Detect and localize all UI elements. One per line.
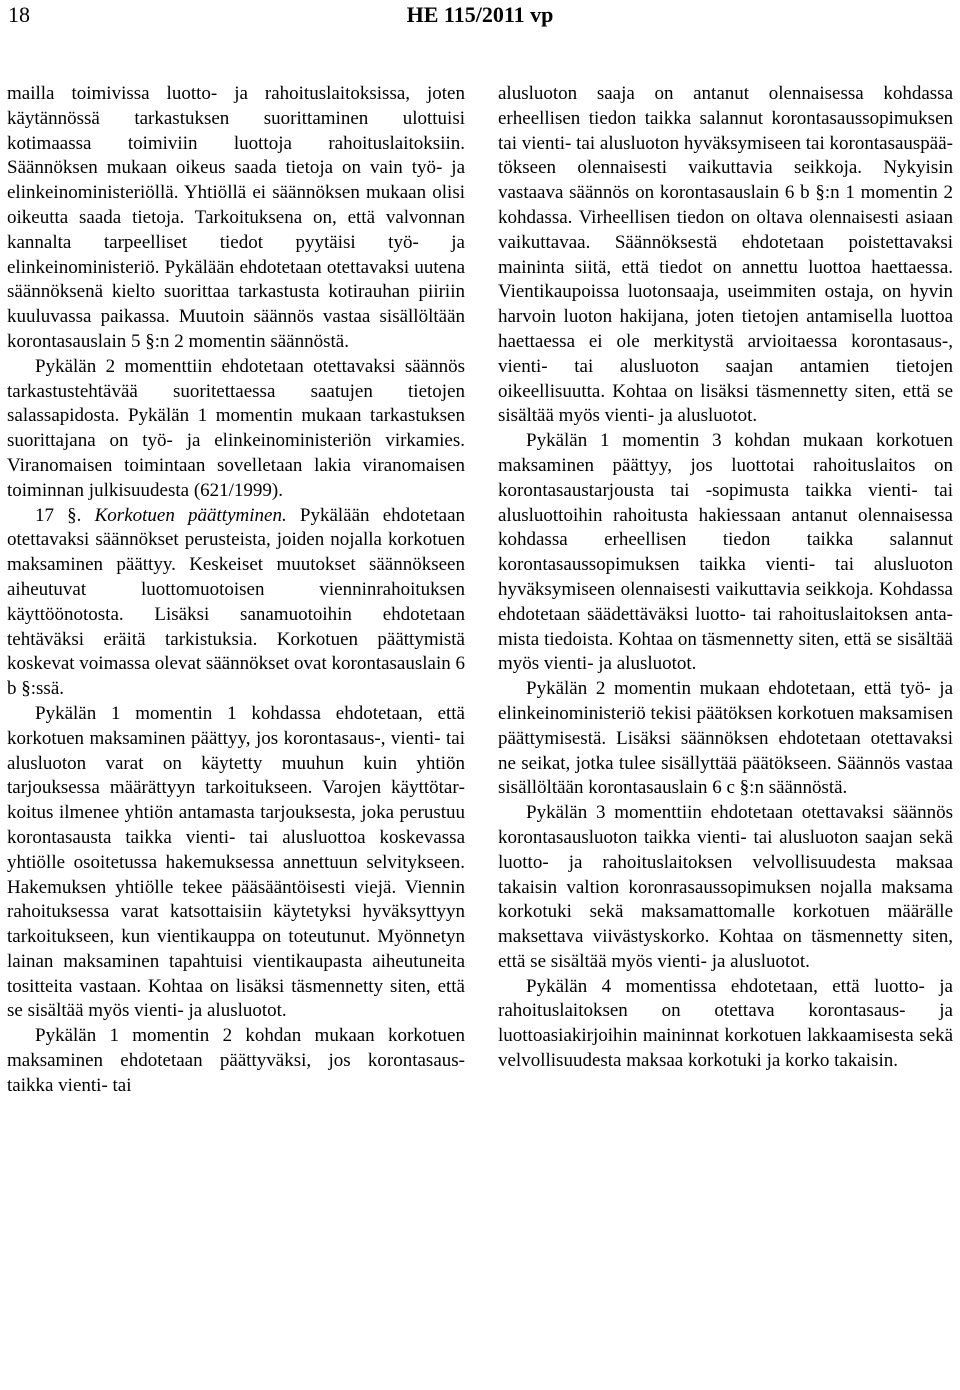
paragraph: alusluoton saaja on antanut olennaisessa kohdassa erheellisen tiedon taikka salannut korontasaussopimuksen tai vienti- tai alusluoton hyväksymiseen tai korontasauspäätökseen olennaisesti vaikuttavia seikkoja. Nykyisin vastaava säännös on korontasauslain 6 b §:n 1 momentin 2 kohdassa. Virheellisen tiedon on oltava olennaisesti asiaan vaikuttavaa. Säännöksestä ehdotetaan poistettavaksi maininta siitä, että tiedot on annettu luottoa haettaessa. Vientikaupoissa luotonsaaja, useimmiten ostaja, on hyvin harvoin luoton hakijana, joten tietojen antamisella luottoa haettaessa ei ole merkitystä arvioitaessa korontasaus-, vienti- tai alusluoton saajan antamien tietojen oikeellisuutta. Kohtaa on lisäksi täsmennetty siten, että se sisältää myös vienti- ja alusluotot. — [498, 83, 953, 427]
paragraph: Pykälän 2 momentin mukaan ehdotetaan, että työ- ja elinkeinoministeriö tekisi päätöksen korkotuen maksamisen päättymisestä. Lisäksi säännöksen ehdotetaan otettavaksi ne seikat, jotka tulee sisällyttää päätökseen. Säännös vastaa sisällöltään korontasauslain 6 c §:n säännöstä. — [498, 678, 953, 799]
left-column — [7, 82, 465, 1099]
page-header — [0, 0, 960, 34]
right-column — [498, 82, 953, 1074]
paragraph: Pykälän 1 momentin 2 kohdan mukaan korkotuen maksaminen ehdotetaan päättyväksi, jos korontasaus- taikka vienti- tai — [7, 1025, 465, 1096]
paragraph: mailla toimivissa luotto- ja rahoituslaitoksissa, joten käytännössä tarkastuksen suorittaminen ulottuisi kotimaassa toimiviin luottoja rahoituslaitoksiin. Säännöksen mukaan oikeus saada tietoja on vain työ- ja elinkeinoministeriöllä. Yhtiöllä ei säännöksen mukaan olisi oikeutta saada tietoja. Tarkoituksena on, että valvonnan kannalta tarpeelliset tiedot pyytäisi työ- ja elinkeinoministeriö. Pykälään ehdotetaan otettavaksi uutena säännöksenä kielto suorittaa tarkastusta kotirauhan piiriin kuuluvassa paikassa. Muutoin säännös vastaa sisällöltään korontasauslain 5 §:n 2 momentin säännöstä. — [7, 83, 465, 352]
page-number: 18 — [8, 2, 30, 27]
section-text: Pykälään ehdotetaan otettavaksi säännökset perusteista, joiden nojalla korkotuen maksaminen päättyy. Keskeiset muutokset säännökseen aiheutuvat luottomuotoisen vienninrahoituksen käyttöönotosta. Lisäksi sanamuotoihin ehdotetaan tehtäväksi eräitä tarkistuksia. Korkotuen päättymistä koskevat voimassa olevat säännökset ovat korontasauslain 6 b §:ssä. — [7, 504, 466, 700]
section-paragraph — [7, 504, 465, 702]
paragraph: Pykälän 1 momentin 1 kohdassa ehdotetaan, että korkotuen maksaminen päättyy, jos korontasaus-, vienti- tai alusluoton varat on käytetty muuhun kuin yhtiön tarjouksessa määrättyyn tarkoitukseen. Varojen käyttötarkoitus ilmenee yhtiön antamasta tarjouksesta, joka perustuu korontasausta taikka vienti- tai alusluottoa koskevassa yhtiölle osoitetussa hakemuksessa annettuun selvitykseen. Hakemuksen yhtiölle tekee pääsääntöisesti viejä. Viennin rahoituksessa varat katsottaisiin käytetyksi hyväksyttyyn tarkoitukseen, kun vientikauppa on toteutunut. Myönnetyn lainan maksaminen tapahtuisi vientikaupasta aiheutuneita tositteita vastaan. Kohtaa on lisäksi täsmennetty siten, että se sisältää myös vienti- ja alusluotot. — [7, 702, 465, 1022]
paragraph: Pykälän 2 momenttiin ehdotetaan otettavaksi säännös tarkastustehtävää suoritettaessa saatujen tietojen salassapidosta. Pykälän 1 momentin mukaan tarkastuksen suorittajana on työ- ja elinkeinoministeriön virkamies. Viranomaisen toimintaan sovelletaan lakia viranomaisen toiminnan julkisuudesta (621/1999). — [7, 355, 465, 501]
paragraph: Pykälän 3 momenttiin ehdotetaan otettavaksi säännös korontasausluoton taikka vienti- tai alusluoton saajan sekä luotto- ja rahoituslaitoksen velvollisuudesta maksaa takaisin valtion koronrasaussopimuksen nojalla maksama korkotuki sekä maksamattomalle korkotuen määrälle maksettava viivästyskorko. Kohtaa on täsmennetty siten, että se sisältää myös vienti- ja alusluotot. — [498, 802, 953, 972]
section-title: Korkotuen päättyminen. — [94, 504, 287, 526]
paragraph: Pykälän 4 momentissa ehdotetaan, että luotto- ja rahoituslaitoksen on otettava korontasaus- ja luottoasiakirjoihin maininnat korkotuen lakkaamisesta sekä velvollisuudesta maksaa korkotuki ja korko takaisin. — [498, 975, 953, 1072]
section-number: 17 §. — [35, 504, 82, 526]
paragraph: Pykälän 1 momentin 3 kohdan mukaan korkotuen maksaminen päättyy, jos luottotai rahoituslaitos on korontasaustarjousta tai -sopimusta taikka vienti- tai alusluottoihin rahoitusta hakiessaan antanut olennaisessa kohdassa erheellisen tiedon taikka salannut korontasaussopimuksen taikka vienti- tai alusluoton hyväksymiseen olennaisesti vaikuttavia seikkoja. Kohdassa ehdotetaan säädettäväksi luotto- tai rahoituslaitoksen antamista tiedoista. Kohtaa on täsmennetty siten, että se sisältää myös vienti- ja alusluotot. — [498, 430, 953, 675]
document-id: HE 115/2011 vp — [406, 2, 554, 27]
